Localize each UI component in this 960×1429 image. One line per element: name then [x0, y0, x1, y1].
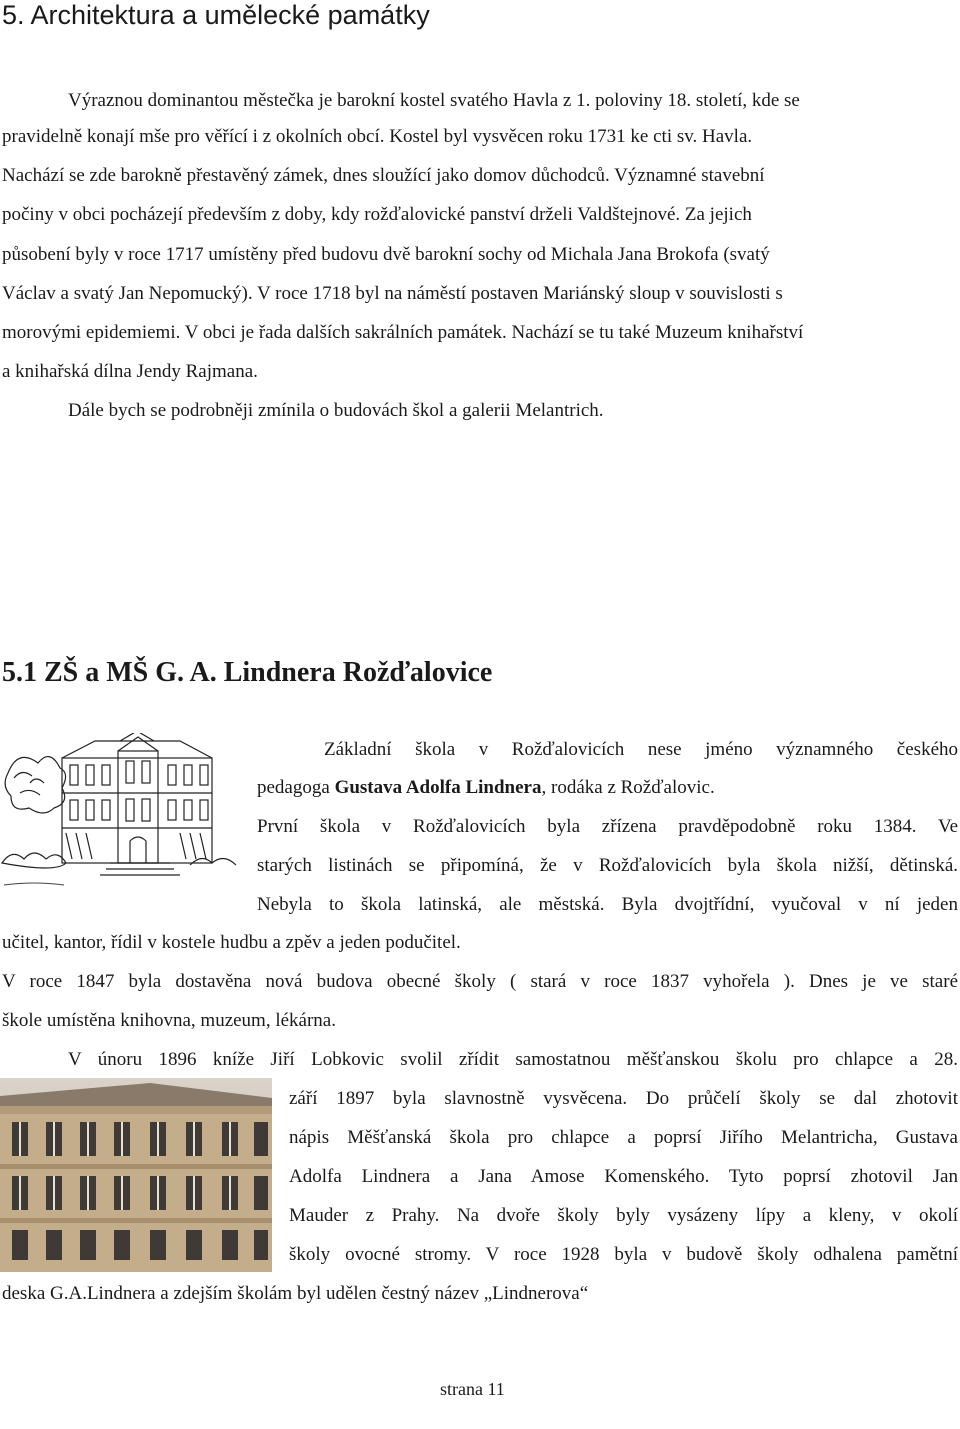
- paragraph-line: Dále bych se podrobněji zmínila o budovách škol a galerii Melantrich.: [68, 400, 604, 421]
- paragraph-line: a knihařská dílna Jendy Rajmana.: [2, 361, 258, 382]
- paragraph-line: starých listinách se připomíná, že v Rožďalovicích byla škola nižší, dětinská.: [257, 855, 958, 876]
- section-heading-school: 5.1 ZŠ a MŠ G. A. Lindnera Rožďalovice: [2, 657, 493, 688]
- paragraph-line: morovými epidemiemi. V obci je řada dalších sakrálních památek. Nachází se tu také Muzeum knihařství: [2, 322, 804, 343]
- paragraph-line: Základní škola v Rožďalovicích nese jméno významného českého: [324, 739, 958, 760]
- paragraph-line: školy ovocné stromy. V roce 1928 byla v budově školy odhalena pamětní: [289, 1244, 958, 1265]
- lindner-name-bold: Gustava Adolfa Lindnera: [334, 777, 542, 798]
- text-segment: , rodáka z Rožďalovic.: [541, 777, 715, 798]
- paragraph-line: září 1897 byla slavnostně vysvěcena. Do průčelí školy se dal zhotovit: [289, 1088, 958, 1109]
- paragraph-line: deska G.A.Lindnera a zdejším školám byl udělen čestný název „Lindnerova“: [2, 1283, 589, 1304]
- paragraph-line: V únoru 1896 kníže Jiří Lobkovic svolil zřídit samostatnou měšťanskou školu pro chlapce a 28.: [68, 1049, 958, 1070]
- paragraph-line: nápis Měšťanská škola pro chlapce a poprsí Jiřího Melantricha, Gustava: [289, 1127, 958, 1148]
- paragraph-line: [257, 776, 715, 800]
- school-sketch-drawing: [0, 733, 240, 893]
- paragraph-line: V roce 1847 byla dostavěna nová budova obecné školy ( stará v roce 1837 vyhořela ). Dnes je ve staré: [2, 971, 958, 992]
- paragraph-line: počiny v obci pocházejí především z doby, kdy rožďalovické panství drželi Valdštejnové. Za jejich: [2, 204, 752, 225]
- paragraph-line: pravidelně konají mše pro věřící i z okolních obcí. Kostel byl vysvěcen roku 1731 ke cti sv. Havla.: [2, 126, 753, 147]
- paragraph-line: Nachází se zde barokně přestavěný zámek, dnes sloužící jako domov důchodců. Významné stavební: [2, 165, 765, 186]
- paragraph-line: Nebyla to škola latinská, ale městská. Byla dvojtřídní, vyučoval v ní jeden: [257, 894, 958, 915]
- page-number: strana 11: [440, 1379, 505, 1399]
- paragraph-line: učitel, kantor, řídil v kostele hudbu a zpěv a jeden podučitel.: [2, 932, 461, 953]
- paragraph-line: Mauder z Prahy. Na dvoře školy byly vysázeny lípy a kleny, v okolí: [289, 1205, 958, 1226]
- paragraph-line: působení byly v roce 1717 umístěny před budovu dvě barokní sochy od Michala Jana Brokofa (svatý: [2, 244, 770, 265]
- paragraph-line: škole umístěna knihovna, muzeum, lékárna.: [2, 1010, 336, 1031]
- paragraph-line: Výraznou dominantou městečka je barokní kostel svatého Havla z 1. poloviny 18. století, kde se: [68, 90, 800, 111]
- section-heading-architecture: 5. Architektura a umělecké památky: [2, 0, 430, 30]
- paragraph-line: Václav a svatý Jan Nepomucký). V roce 1718 byl na náměstí postaven Mariánský sloup v souvislosti s: [2, 283, 783, 304]
- paragraph-line: Adolfa Lindnera a Jana Amose Komenského. Tyto poprsí zhotovil Jan: [289, 1166, 958, 1187]
- school-sketch-image: [0, 733, 240, 893]
- text-segment: pedagoga: [257, 777, 335, 798]
- school-building-photo: [0, 1078, 272, 1272]
- paragraph-line: První škola v Rožďalovicích byla zřízena pravděpodobně roku 1384. Ve: [257, 816, 958, 837]
- school-building-drawing: [0, 1078, 272, 1272]
